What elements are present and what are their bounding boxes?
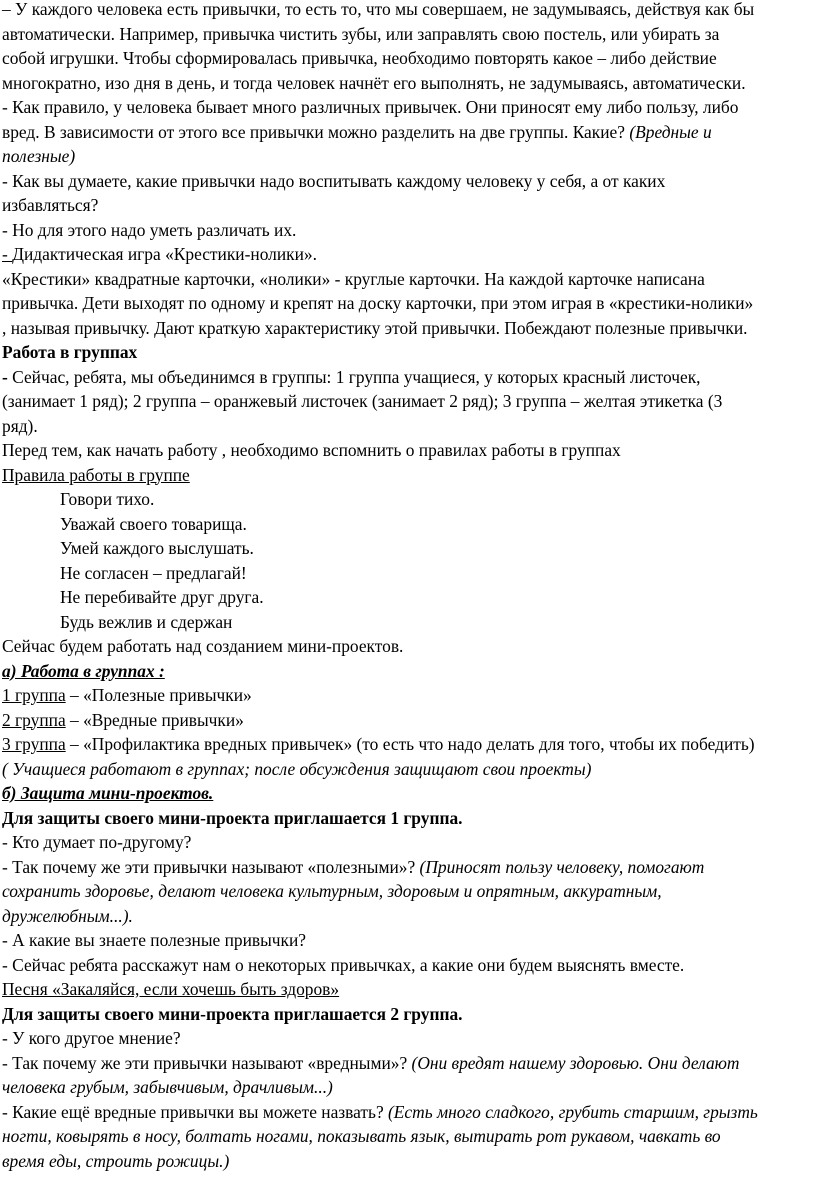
intro-line-13: привычка. Дети выходят по одному и крепят на доску карточки, при этом играя в «крестики-нолики»	[2, 293, 754, 313]
group-2-line	[2, 708, 814, 733]
intro-line-11-text: Дидактическая игра «Крестики-нолики».	[12, 244, 317, 264]
rule-item: Говори тихо.	[60, 489, 155, 509]
defense-1-line-2	[2, 855, 814, 880]
rule-item: Уважай своего товарища.	[60, 513, 247, 534]
intro-line-6-italic: (Вредные и	[629, 121, 712, 142]
intro-line-1: – У каждого человека есть привычки, то есть то, что мы совершаем, не задумываясь, действуя как бы	[2, 0, 755, 19]
defense-2-line-3: человека грубым, забывчивым, драчливым...)	[2, 1077, 333, 1097]
intro-line-14: , называя привычку. Дают краткую характеристику этой привычки. Побеждают полезные привычки.	[2, 317, 748, 338]
group-work-line-3: ряд).	[2, 415, 38, 436]
song-title: Песня «Закаляйся, если хочешь быть здоров»	[2, 979, 340, 999]
group-2-text: – «Вредные привычки»	[65, 709, 244, 730]
group-2-label: 2 группа	[2, 709, 66, 730]
mini-projects-intro: Сейчас будем работать над созданием мини-проектов.	[2, 636, 404, 656]
section-a-line	[2, 659, 814, 684]
group-1-label: 1 группа	[2, 685, 66, 705]
group-work-line-1-text: Сейчас, ребята, мы объединимся в группы: 1 группа учащиеся, у которых красный листочек,	[12, 366, 701, 387]
defense-2-line-2-italic: (Они вредят нашему здоровью. Они делают	[411, 1052, 740, 1073]
defense-1-line-1: - Кто думает по-другому?	[2, 832, 192, 852]
group-work-heading: Работа в группах	[2, 342, 138, 362]
section-b-heading: б) Защита мини-проектов.	[2, 783, 214, 803]
intro-line-8: - Как вы думаете, какие привычки надо воспитывать каждому человеку у себя, а от каких	[2, 170, 666, 191]
defense-1-line-6: - Сейчас ребята расскажут нам о некоторых привычках, а какие они будем выяснять вместе.	[2, 954, 685, 975]
defense-2-line-4	[2, 1100, 814, 1125]
intro-line-12: «Крестики» квадратные карточки, «нолики» - круглые карточки. На каждой карточке написана	[2, 268, 705, 289]
rule-item: Не перебивайте друг друга.	[60, 587, 264, 607]
defense-2-line-4-italic: (Есть много сладкого, грубить старшим, грызть	[388, 1101, 758, 1122]
defense-2-heading: Для защиты своего мини-проекта приглашается 2 группа.	[2, 1003, 463, 1024]
group-work-line-2: (занимает 1 ряд); 2 группа – оранжевый листочек (занимает 2 ряд); 3 группа – желтая этикетка (3	[2, 391, 723, 411]
group-3-line	[2, 732, 814, 757]
defense-1-line-3: сохранить здоровье, делают человека культурным, здоровым и опрятным, аккуратным,	[2, 881, 662, 901]
defense-1-line-5: - А какие вы знаете полезные привычки?	[2, 930, 307, 950]
intro-line-10: - Но для этого надо уметь различать их.	[2, 219, 297, 240]
group-work-line-1-dash: -	[2, 366, 13, 387]
intro-line-6	[2, 120, 814, 145]
defense-2-line-4-text: - Какие ещё вредные привычки вы можете назвать?	[2, 1101, 389, 1122]
song-line	[2, 977, 814, 1002]
defense-1-line-4: дружелюбным...).	[2, 905, 133, 926]
defense-1-line-2-italic: (Приносят пользу человеку, помогают	[419, 856, 705, 877]
intro-line-5: - Как правило, у человека бывает много различных привычек. Они приносят ему либо пользу, либо	[2, 97, 739, 117]
document-body	[2, 0, 814, 1173]
group-1-line	[2, 683, 814, 708]
rule-item: Не согласен – предлагай!	[60, 562, 247, 583]
group-work-line-1	[2, 365, 814, 390]
group-1-text: – «Полезные привычки»	[65, 685, 252, 705]
group-work-line-4: Перед тем, как начать работу , необходимо вспомнить о правилах работы в группах	[2, 440, 621, 460]
intro-line-2: автоматически. Например, привычка чистить зубы, или заправлять свою постель, или убирать за	[2, 23, 720, 44]
section-b-line	[2, 781, 814, 806]
intro-line-6-text: вред. В зависимости от этого все привычки можно разделить на две группы. Какие?	[2, 121, 630, 142]
defense-1-line-2-text: - Так почему же эти привычки называют «полезными»?	[2, 856, 420, 877]
intro-line-3: собой игрушки. Чтобы сформировалась привычка, необходимо повторять какое – либо действие	[2, 48, 717, 68]
defense-2-line-1: - У кого другое мнение?	[2, 1028, 181, 1048]
intro-line-11-dash: -	[2, 244, 13, 264]
defense-2-line-5: ногти, ковырять в носу, болтать ногами, показывать язык, вытирать рот рукавом, чавкать во	[2, 1126, 721, 1146]
group-work-note: ( Учащиеся работают в группах; после обсуждения защищают свои проекты)	[2, 758, 592, 779]
defense-2-line-2	[2, 1051, 814, 1076]
intro-line-9: избавляться?	[2, 195, 99, 215]
rules-title: Правила работы в группе	[2, 464, 190, 485]
group-3-label: 3 группа	[2, 734, 66, 754]
section-a-heading: а) Работа в группах :	[2, 660, 165, 681]
intro-line-11	[2, 242, 814, 267]
rule-item: Умей каждого выслушать.	[60, 538, 254, 558]
defense-2-line-2-text: - Так почему же эти привычки называют «вредными»?	[2, 1052, 412, 1073]
defense-1-heading: Для защиты своего мини-проекта приглашается 1 группа.	[2, 807, 463, 828]
rule-item: Будь вежлив и сдержан	[60, 611, 233, 632]
intro-line-4: многократно, изо дня в день, и тогда человек начнёт его выполнять, не задумываясь, автоматически.	[2, 72, 746, 93]
rules-title-line	[2, 463, 814, 488]
defense-2-line-6: время еды, строить рожицы.)	[2, 1150, 230, 1171]
group-3-text: – «Профилактика вредных привычек» (то есть что надо делать для того, чтобы их победить)	[65, 734, 755, 754]
intro-line-7: полезные)	[2, 146, 76, 166]
